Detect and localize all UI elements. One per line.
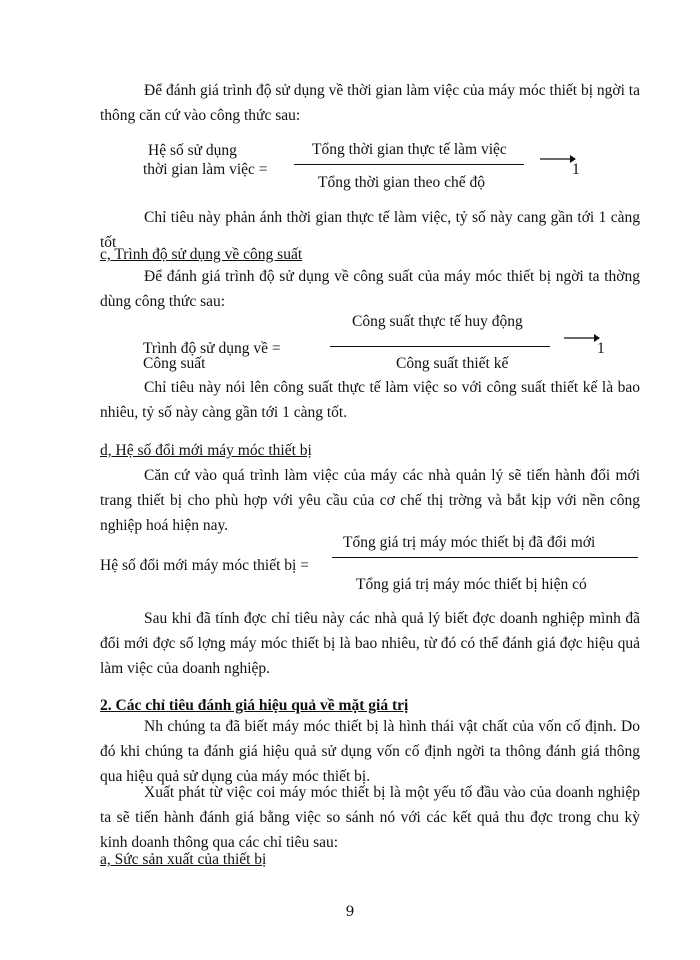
paragraph-value-approach: Xuất phát từ việc coi máy móc thiết bị là một yếu tố đầu vào của doanh nghiệp ta sẽ tiến hành đánh giá bằng việc so sánh nó với các kết quả thu đợc trong chu kỳ kinh doanh thông qua các chỉ tiêu sau: [100, 784, 640, 851]
formula2-denominator: Công suất thiết kế [396, 355, 509, 372]
heading-d-renewal: d, Hệ số đổi mới máy móc thiết bị [100, 442, 312, 459]
heading-c-capacity: c, Trình độ sử dụng về công suất [100, 246, 303, 263]
formula2-lhs-line2: Công suất [143, 355, 206, 372]
formula2-fraction-bar [330, 346, 550, 347]
formula1-numerator: Tổng thời gian thực tế làm việc [312, 141, 507, 158]
formula3-denominator: Tổng giá trị máy móc thiết bị hiện có [356, 576, 587, 593]
right-arrow-icon [564, 331, 600, 345]
formula2-limit: 1 [597, 340, 605, 357]
formula1-denominator: Tổng thời gian theo chế độ [318, 174, 486, 191]
formula1-lhs-line2: thời gian làm việc = [143, 161, 268, 178]
heading-a-production-capacity: a, Sức sản xuất của thiết bị [100, 851, 267, 868]
formula3-fraction-bar [332, 557, 638, 558]
formula1-fraction-bar [294, 164, 524, 165]
paragraph-intro-time: Để đánh giá trình độ sử dụng về thời gian làm việc của máy móc thiết bị ngời ta thông căn cứ vào công thức sau: [100, 82, 640, 124]
formula2-lhs-line1: Trình độ sử dụng về = [143, 340, 281, 357]
formula3-numerator: Tổng giá trị máy móc thiết bị đã đổi mới [343, 534, 596, 551]
paragraph-renewal-intro: Căn cứ vào quá trình làm việc của máy các nhà quản lý sẽ tiến hành đổi mới trang thiết bị cho phù hợp với yêu cầu của cơ chế thị trờng và bắt kịp với nền công nghiệp hoá hiện nay. [100, 467, 640, 534]
paragraph-renewal-explanation: Sau khi đã tính đợc chỉ tiêu này các nhà quả lý biết đợc doanh nghiệp mình đã đổi mới đợc số lợng máy móc thiết bị là bao nhiêu, từ đó có thể đánh giá đợc hiệu quả làm việc của doanh nghiệp. [100, 610, 640, 677]
formula3-lhs: Hệ số đổi mới máy móc thiết bị = [100, 557, 309, 574]
formula1-limit: 1 [572, 161, 580, 178]
paragraph-intro-capacity: Để đánh giá trình độ sử dụng về công suất của máy móc thiết bị ngời ta thờng dùng công thức sau: [100, 268, 640, 310]
page-number: 9 [345, 904, 355, 920]
section-2-heading: 2. Các chỉ tiêu đánh giá hiệu quả về mặt giá trị [100, 697, 409, 714]
formula2-numerator: Công suất thực tế huy động [352, 313, 523, 330]
paragraph-value-intro: Nh chúng ta đã biết máy móc thiết bị là hình thái vật chất của vốn cố định. Do đó khi chúng ta đánh giá hiệu quả sử dụng vốn cố định ngời ta thông đánh giá thông qua hiệu quả sử dụng của máy móc thiết bị. [100, 718, 640, 785]
right-arrow-icon [540, 152, 576, 166]
formula1-lhs-line1: Hệ số sử dụng [148, 142, 237, 159]
paragraph-capacity-explanation: Chỉ tiêu này nói lên công suất thực tế làm việc so với công suất thiết kế là bao nhiêu, tỷ số này càng gần tới 1 càng tốt. [100, 379, 640, 421]
paragraph-time-explanation: Chỉ tiêu này phản ánh thời gian thực tế làm việc, tỷ số này cang gần tới 1 càng tốt [100, 209, 640, 251]
